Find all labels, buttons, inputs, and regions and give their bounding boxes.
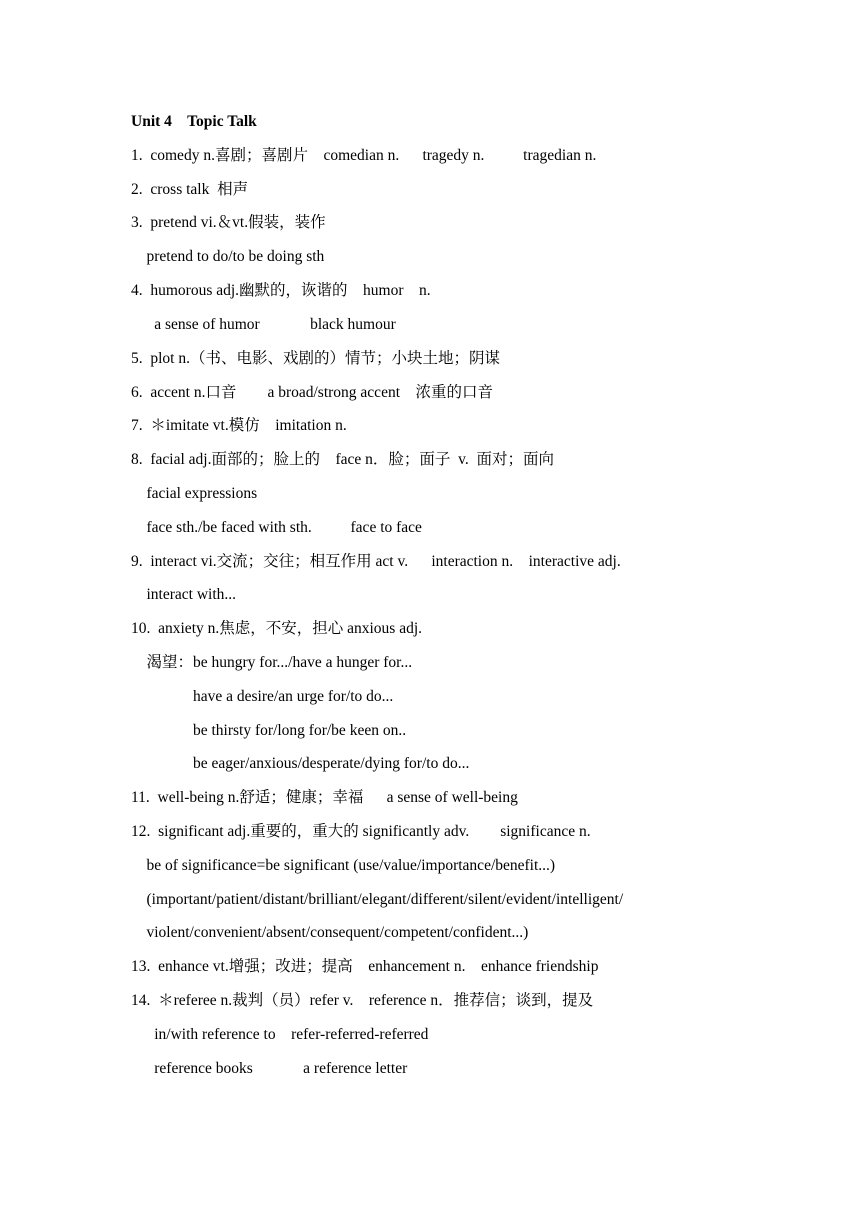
entry-line: 渴望：be hungry for.../have a hunger for...	[131, 654, 413, 671]
entry-line: reference books a reference letter	[131, 1060, 408, 1077]
entry-line: facial expressions	[131, 485, 258, 502]
entry-line: interact with...	[131, 586, 237, 603]
entry-line: be thirsty for/long for/be keen on..	[131, 722, 407, 739]
entry-line: 9. interact vi.交流；交往；相互作用 act v. interaction n. interactive adj.	[131, 553, 621, 570]
entry-line: 4. humorous adj.幽默的，诙谐的 humor n.	[131, 282, 431, 299]
entry-line: 14. ＊referee n.裁判（员）refer v. reference n．推荐信；谈到，提及	[131, 992, 594, 1009]
entry-line: have a desire/an urge for/to do...	[131, 688, 394, 705]
entry-line: 13. enhance vt.增强；改进；提高 enhancement n. enhance friendship	[131, 958, 599, 975]
entry-line: 6. accent n.口音 a broad/strong accent 浓重的口音	[131, 384, 494, 401]
entry-line: violent/convenient/absent/consequent/competent/confident...)	[131, 924, 529, 941]
entry-line: 10. anxiety n.焦虑，不安，担心 anxious adj.	[131, 620, 423, 637]
entry-line: 3. pretend vi.＆vt.假装，装作	[131, 214, 326, 231]
entry-line: a sense of humor black humour	[131, 316, 396, 333]
entry-line: be of significance=be significant (use/value/importance/benefit...)	[131, 857, 556, 874]
entry-line: 2. cross talk 相声	[131, 181, 249, 198]
entry-line: pretend to do/to be doing sth	[131, 248, 325, 265]
entry-line: 8. facial adj.面部的；脸上的 face n．脸；面子 v. 面对；面向	[131, 451, 555, 468]
entry-line: face sth./be faced with sth. face to face	[131, 519, 422, 536]
entry-line: (important/patient/distant/brilliant/elegant/different/silent/evident/intelligent/	[131, 891, 624, 908]
entry-line: 7. ＊imitate vt.模仿 imitation n.	[131, 417, 347, 434]
entry-line: 11. well-being n.舒适；健康；幸福 a sense of well-being	[131, 789, 518, 806]
entry-line: in/with reference to refer-referred-referred	[131, 1026, 429, 1043]
entry-line: 1. comedy n.喜剧；喜剧片 comedian n. tragedy n. tragedian n.	[131, 147, 597, 164]
entry-line: 5. plot n.（书、电影、戏剧的）情节；小块土地；阴谋	[131, 350, 500, 367]
document-title: Unit 4 Topic Talk	[131, 113, 257, 130]
entry-line: be eager/anxious/desperate/dying for/to do...	[131, 755, 470, 772]
entry-line: 12. significant adj.重要的，重大的 significantly adv. significance n.	[131, 823, 591, 840]
